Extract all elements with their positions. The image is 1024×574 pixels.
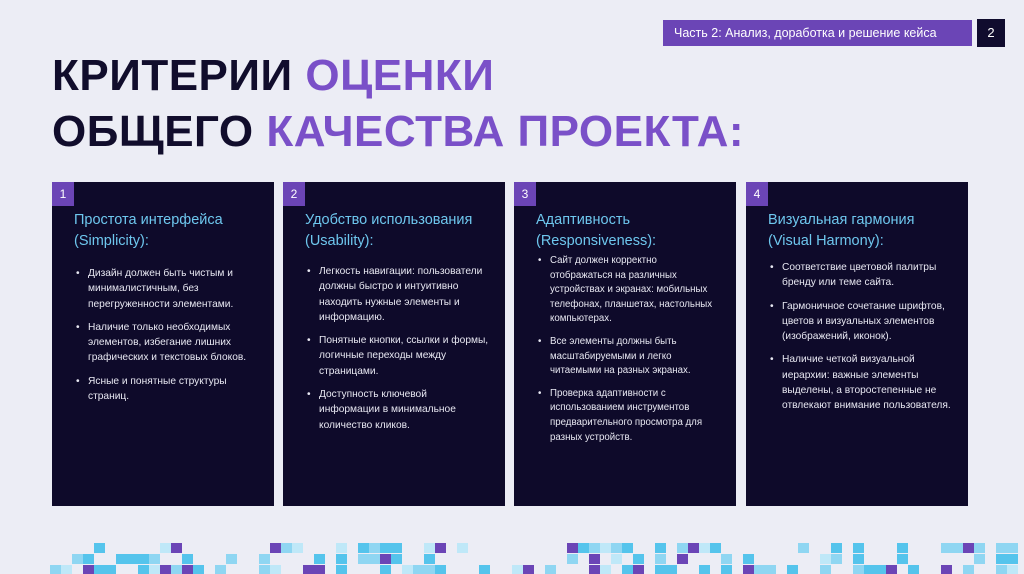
list-item: • Сайт должен корректно отображаться на различных устройствах и экранах: мобильных телефонах, планшетах, настольных компьютерах. — [550, 254, 720, 327]
card-title: Простота интерфейса (Simplicity): — [74, 212, 223, 249]
list-item: • Наличие только необходимых элементов, избегание лишних графических и текстовых блоков. — [88, 320, 258, 366]
page-title — [52, 48, 744, 160]
criteria-card-usability — [283, 182, 505, 506]
criteria-card-responsiveness — [514, 182, 736, 506]
list-item: • Ясные и понятные структуры страниц. — [88, 374, 258, 405]
list-item: • Доступность ключевой информации в минимальное количество кликов. — [319, 387, 489, 433]
criteria-card-visual-harmony — [746, 182, 968, 506]
card-number: 2 — [283, 182, 305, 206]
card-title: Визуальная гармония (Visual Harmony): — [768, 212, 915, 249]
card-list — [782, 260, 952, 422]
card-number: 1 — [52, 182, 74, 206]
list-item: • Дизайн должен быть чистым и минималистичным, без перегруженности элементами. — [88, 266, 258, 312]
list-item: • Соответствие цветовой палитры бренду или теме сайта. — [782, 260, 952, 291]
card-title: Удобство использования (Usability): — [305, 212, 473, 249]
card-number: 3 — [514, 182, 536, 206]
list-item: • Наличие четкой визуальной иерархии: важные элементы выделены, а второстепенные не отвлекают внимание пользователя. — [782, 352, 952, 413]
card-list — [88, 266, 258, 412]
list-item: • Проверка адаптивности с использованием инструментов предварительного просмотра для разных устройств. — [550, 387, 720, 445]
title-line1-accent: ОЦЕНКИ — [305, 51, 495, 100]
section-label: Часть 2: Анализ, доработка и решение кейса — [663, 20, 972, 46]
card-title: Адаптивность (Responsiveness): — [536, 212, 657, 249]
list-item: • Понятные кнопки, ссылки и формы, логичные переходы между страницами. — [319, 333, 489, 379]
list-item: • Гармоничное сочетание шрифтов, цветов и визуальных элементов (изображений, иконок). — [782, 299, 952, 345]
page-number: 2 — [977, 19, 1005, 47]
criteria-card-simplicity — [52, 182, 274, 506]
card-number: 4 — [746, 182, 768, 206]
list-item: • Легкость навигации: пользователи должны быстро и интуитивно находить нужные элементы и информацию. — [319, 264, 489, 325]
title-line2-accent: КАЧЕСТВА ПРОЕКТА: — [266, 107, 744, 156]
title-line2-dark: ОБЩЕГО — [52, 107, 254, 156]
title-line1-dark: КРИТЕРИИ — [52, 51, 293, 100]
card-list — [550, 254, 720, 453]
card-list — [319, 264, 489, 441]
list-item: • Все элементы должны быть масштабируемыми и легко читаемыми на разных экранах. — [550, 335, 720, 379]
pixel-pattern-decoration — [0, 540, 1024, 574]
